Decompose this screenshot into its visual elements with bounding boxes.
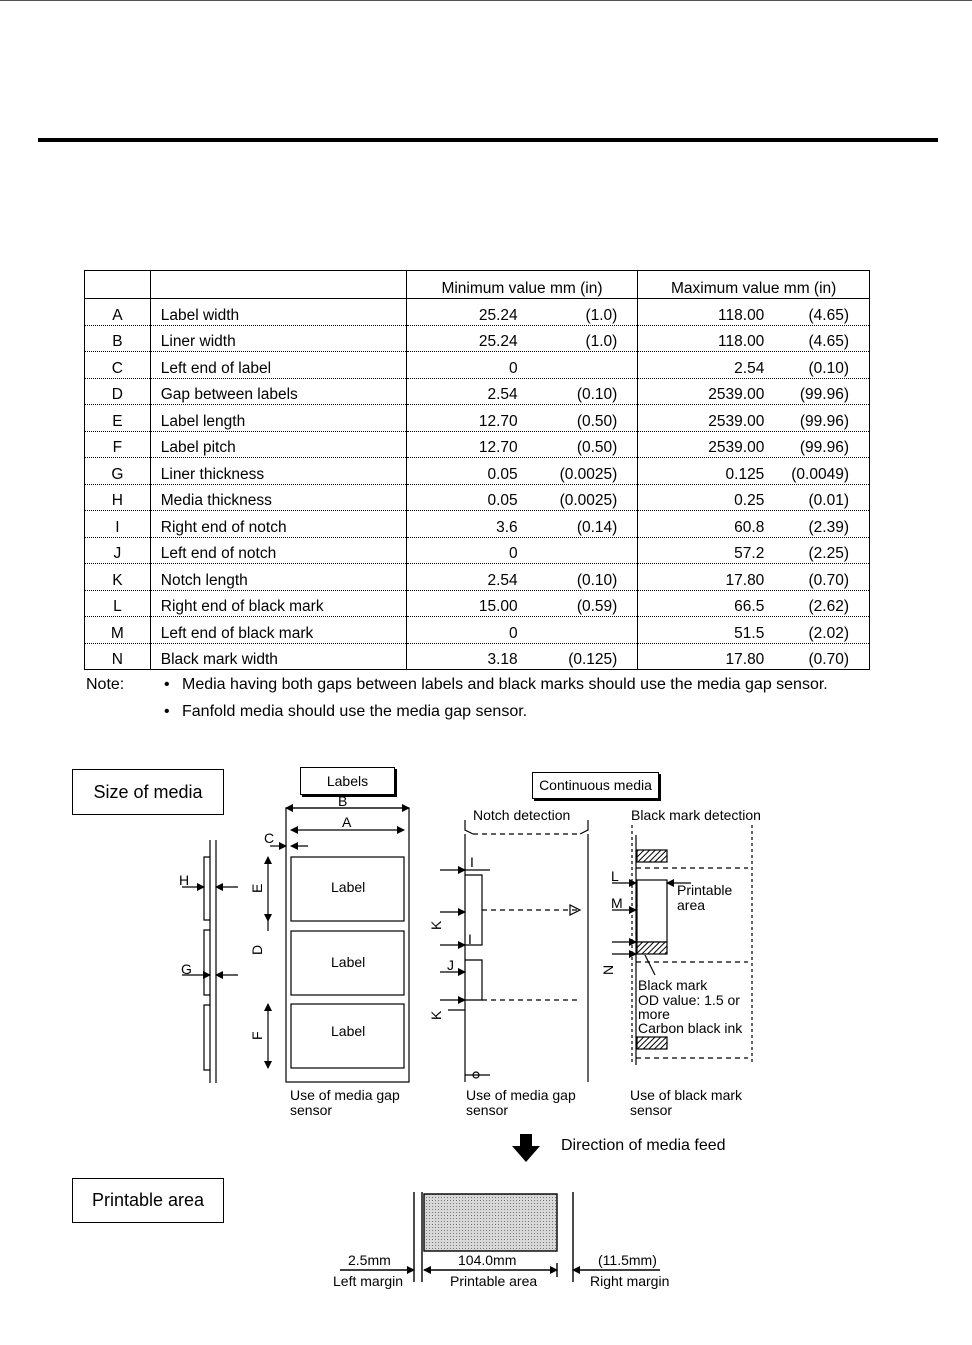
label-web — [268, 808, 409, 1082]
printable-width-value: 104.0mm — [458, 1252, 517, 1268]
letter-h: H — [179, 872, 190, 888]
labels-box: Labels — [300, 767, 395, 795]
caption-black-mark-b: sensor — [630, 1102, 673, 1118]
letter-a: A — [342, 814, 352, 830]
letter-e: E — [249, 883, 265, 893]
min-in: (0.0025) — [559, 492, 618, 509]
black-mark-detection-label: Black mark detection — [631, 807, 761, 823]
min-in: (0.59) — [576, 598, 618, 615]
max-mm: 2539.00 — [708, 386, 765, 403]
row-key: E — [85, 405, 151, 432]
note-text: Media having both gaps between labels and black marks should use the media gap sensor. — [182, 676, 828, 693]
row-item: Liner width — [150, 325, 406, 352]
printable-area-line2: area — [677, 897, 706, 913]
caption-gap-sensor-2b: sensor — [466, 1102, 509, 1118]
row-key: A — [85, 299, 151, 326]
row-key: C — [85, 352, 151, 379]
min-in: (0.14) — [576, 518, 618, 536]
min-mm: 0 — [509, 359, 518, 377]
max-mm: 51.5 — [734, 624, 765, 642]
min-mm: 0.05 — [487, 465, 518, 483]
header-max: Maximum value mm (in) — [638, 271, 870, 299]
row-item: Media thickness — [150, 484, 406, 511]
min-mm: 12.70 — [478, 439, 518, 456]
min-mm: 25.24 — [478, 306, 518, 324]
letter-j: J — [447, 957, 454, 973]
printable-area-line1: Printable — [677, 882, 733, 898]
max-in: (0.70) — [808, 571, 849, 589]
max-in: (99.96) — [799, 439, 849, 456]
left-margin-value: 2.5mm — [348, 1252, 391, 1268]
row-key: G — [85, 458, 151, 485]
row-item: Label pitch — [150, 431, 406, 458]
row-key: J — [85, 537, 151, 564]
max-mm: 2539.00 — [708, 439, 765, 456]
min-mm: 0 — [509, 624, 518, 642]
row-item: Left end of notch — [150, 537, 406, 564]
max-mm: 0.125 — [725, 465, 765, 483]
max-mm: 17.80 — [725, 571, 765, 589]
min-mm: 3.18 — [487, 651, 518, 668]
row-key: K — [85, 564, 151, 591]
printable-area-title: Printable area — [72, 1178, 224, 1223]
max-mm: 66.5 — [734, 598, 765, 615]
max-mm: 57.2 — [734, 545, 765, 562]
row-item: Black mark width — [150, 643, 406, 670]
left-margin-label: Left margin — [333, 1273, 404, 1289]
right-margin-label: Right margin — [590, 1273, 670, 1289]
min-mm: 2.54 — [487, 386, 518, 403]
letter-b: B — [338, 793, 348, 809]
max-in: (0.0049) — [791, 465, 849, 483]
row-item: Right end of black mark — [150, 590, 406, 617]
max-mm: 2539.00 — [708, 412, 765, 430]
min-mm: 25.24 — [478, 333, 518, 350]
row-key: M — [85, 617, 151, 644]
row-item: Label length — [150, 405, 406, 432]
max-in: (4.65) — [808, 306, 849, 324]
label-3: Label — [331, 1023, 366, 1039]
notch-diagram — [440, 820, 588, 1082]
printable-area-diagram — [340, 1192, 660, 1282]
max-in: (2.25) — [808, 545, 849, 562]
row-key: I — [85, 511, 151, 538]
continuous-media-box: Continuous media — [532, 772, 659, 799]
max-mm: 0.25 — [734, 492, 765, 509]
black-mark-line2: OD value: 1.5 or — [638, 992, 740, 1008]
letter-n: N — [600, 964, 616, 975]
row-key: H — [85, 484, 151, 511]
max-in: (99.96) — [799, 386, 849, 403]
max-mm: 118.00 — [718, 306, 765, 324]
note-item: • Media having both gaps between labels and black marks should use the media gap sensor. — [164, 676, 828, 693]
max-in: (99.96) — [799, 412, 849, 430]
max-mm: 60.8 — [734, 518, 765, 536]
black-mark-line4: Carbon black ink — [638, 1020, 743, 1036]
row-item: Label width — [150, 299, 406, 326]
row-item: Left end of label — [150, 352, 406, 379]
min-mm: 0 — [509, 545, 518, 562]
row-item: Left end of black mark — [150, 617, 406, 644]
letter-k: K — [428, 920, 444, 930]
size-of-media-title: Size of media — [72, 769, 224, 815]
printable-width-label: Printable area — [450, 1273, 538, 1289]
max-in: (2.02) — [808, 624, 849, 642]
header-min: Minimum value mm (in) — [406, 271, 638, 299]
letter-f: F — [249, 1031, 265, 1040]
min-mm: 2.54 — [487, 571, 518, 589]
min-in: (0.50) — [576, 439, 618, 456]
letter-i: I — [470, 854, 474, 870]
min-mm: 3.6 — [496, 518, 518, 536]
letter-l: L — [611, 868, 619, 884]
row-key: L — [85, 590, 151, 617]
max-in: (2.62) — [808, 598, 849, 615]
note-item: • Fanfold media should use the media gap sensor. — [164, 703, 528, 720]
notch-detection-label: Notch detection — [473, 807, 571, 823]
row-item: Right end of notch — [150, 511, 406, 538]
direction-feed-label: Direction of media feed — [561, 1137, 726, 1154]
max-in: (0.10) — [808, 359, 849, 377]
caption-gap-sensor-1: Use of media gap — [290, 1087, 400, 1103]
max-in: (0.01) — [808, 492, 849, 509]
letter-c: C — [264, 830, 275, 846]
letter-i-2: I — [468, 931, 472, 947]
max-in: (4.65) — [808, 333, 849, 350]
min-mm: 0.05 — [487, 492, 518, 509]
min-in: (1.0) — [585, 306, 618, 324]
label-2: Label — [331, 954, 366, 970]
black-mark-line1: Black mark — [638, 977, 708, 993]
letter-m: M — [611, 895, 623, 911]
min-in: (0.125) — [568, 651, 618, 668]
min-in: (0.10) — [576, 386, 618, 403]
right-margin-value: (11.5mm) — [598, 1252, 657, 1268]
max-in: (2.39) — [808, 518, 849, 536]
min-in: (0.10) — [576, 571, 618, 589]
min-in: (1.0) — [585, 333, 618, 350]
row-key: N — [85, 643, 151, 670]
min-in: (0.50) — [576, 412, 618, 430]
row-key: D — [85, 378, 151, 405]
note-text: Fanfold media should use the media gap sensor. — [182, 703, 528, 720]
min-mm: 12.70 — [478, 412, 518, 430]
row-item: Notch length — [150, 564, 406, 591]
row-item: Gap between labels — [150, 378, 406, 405]
caption-gap-sensor-2: Use of media gap — [466, 1087, 576, 1103]
letter-k-2: K — [428, 1010, 444, 1020]
row-key: B — [85, 325, 151, 352]
black-mark-line3: more — [638, 1006, 670, 1022]
caption-gap-sensor-1b: sensor — [290, 1102, 333, 1118]
label-1: Label — [331, 879, 366, 895]
feed-direction-icon — [512, 1134, 540, 1162]
max-mm: 17.80 — [725, 651, 765, 668]
note-label: Note: — [86, 676, 125, 693]
max-in: (0.70) — [808, 651, 849, 668]
row-item: Liner thickness — [150, 458, 406, 485]
letter-g: G — [181, 961, 192, 977]
max-mm: 2.54 — [734, 359, 765, 377]
max-mm: 118.00 — [718, 333, 765, 350]
caption-black-mark: Use of black mark — [630, 1087, 743, 1103]
letter-d: D — [249, 944, 265, 955]
row-key: F — [85, 431, 151, 458]
min-in: (0.0025) — [559, 465, 618, 483]
min-mm: 15.00 — [478, 598, 518, 615]
